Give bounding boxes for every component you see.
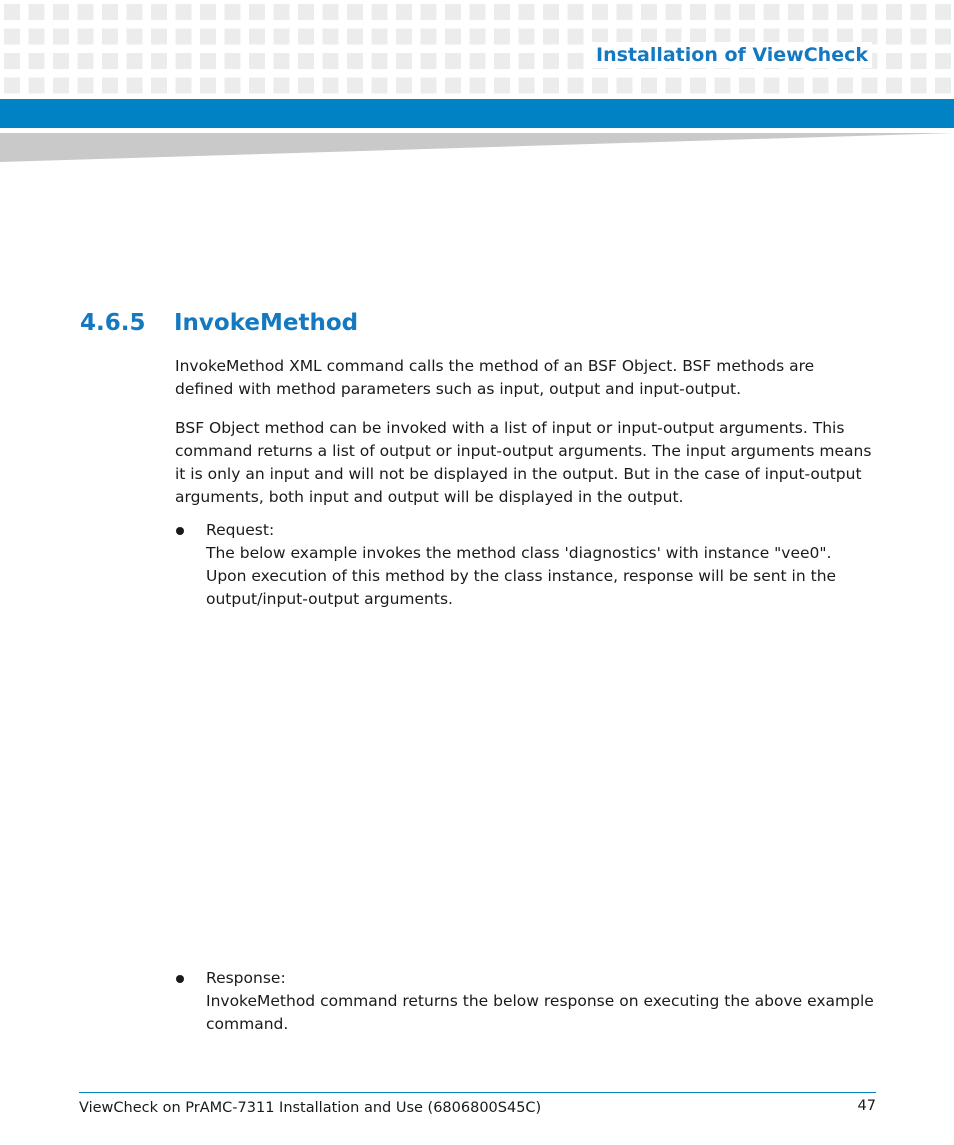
header-pattern-square [715,78,731,94]
header-pattern-square [935,78,951,94]
header-pattern-square [29,78,45,94]
header-pattern-square [372,4,388,20]
header-pattern-square [53,29,69,45]
header-pattern-square [249,29,265,45]
header-pattern-square [494,53,510,69]
bullet-request [206,519,876,611]
header-pattern-square [568,78,584,94]
header-pattern-square [176,29,192,45]
header-pattern-square [298,78,314,94]
header-pattern-square [102,53,118,69]
header-pattern-square [788,4,804,20]
header-pattern-square [200,29,216,45]
header-pattern-square [29,53,45,69]
header-pattern-square [421,29,437,45]
header-pattern-square [274,78,290,94]
header-pattern-square [4,29,20,45]
header-pattern-square [372,29,388,45]
header-pattern-square [911,53,927,69]
header-pattern-square [4,53,20,69]
header-pattern-square [764,4,780,20]
header-pattern-square [78,4,94,20]
paragraph-arguments: BSF Object method can be invoked with a list of input or input-output arguments. This command returns a list of output or input-output arguments. The input arguments means it is only an input and will not be displayed in the output. But in the case of input-output arguments, both input and output will be displayed in the output. [175,419,872,506]
header-pattern-square [298,29,314,45]
header-pattern-square [396,53,412,69]
header-pattern-square [862,78,878,94]
bullet-dot [176,975,184,983]
bullet-dot [176,527,184,535]
header-pattern-square [151,4,167,20]
header-pattern-square [29,29,45,45]
header-pattern-square [886,29,902,45]
header-pattern-square [53,4,69,20]
header-pattern-square [445,78,461,94]
header-pattern-square [421,4,437,20]
header-pattern-square [53,78,69,94]
header-pattern-square [739,4,755,20]
header-pattern-square [592,4,608,20]
header-pattern-square [249,78,265,94]
header-pattern-square [641,78,657,94]
paragraph-intro: InvokeMethod XML command calls the method of an BSF Object. BSF methods are defined with method parameters such as input, output and input-output. [175,357,815,398]
bullet-response-label: Response: [206,969,286,987]
header-pattern-square [225,29,241,45]
header-pattern-square [862,4,878,20]
header-pattern-square [543,78,559,94]
header-pattern-square [127,4,143,20]
header-pattern-square [53,53,69,69]
header-pattern-square [421,53,437,69]
header-pattern-square [470,78,486,94]
header-pattern-square [372,78,388,94]
header-pattern-square [323,29,339,45]
header-pattern-square [568,4,584,20]
header-pattern-square [151,53,167,69]
header-pattern-square [568,53,584,69]
header-pattern-square [494,78,510,94]
header-pattern-square [151,29,167,45]
header-pattern-square [886,78,902,94]
page-number: 47 [857,1098,876,1114]
header-pattern-square [470,53,486,69]
header-pattern-square [519,78,535,94]
header-pattern-square [78,29,94,45]
header-pattern-square [911,78,927,94]
header-pattern-square [323,53,339,69]
header-pattern-square [127,78,143,94]
header-pattern-square [78,78,94,94]
header-pattern-square [78,53,94,69]
header-blue-band [0,99,954,128]
header-pattern-square [935,53,951,69]
header-pattern-square [102,29,118,45]
header-pattern-square [151,78,167,94]
header-pattern-square [102,4,118,20]
header-pattern-square [543,29,559,45]
header-pattern-square [494,4,510,20]
header-pattern-square [225,53,241,69]
header-pattern-square [4,78,20,94]
running-header-title: Installation of ViewCheck [592,42,872,68]
header-gray-wedge [0,130,954,162]
header-pattern-square [4,4,20,20]
header-pattern-square [176,53,192,69]
header-pattern-square [715,4,731,20]
header-pattern-square [396,78,412,94]
section-number: 4.6.5 [80,310,146,336]
header-pattern-square [176,78,192,94]
header-pattern-square [176,4,192,20]
header-pattern-square [543,53,559,69]
footer-rule [79,1092,876,1093]
header-pattern-square [764,78,780,94]
header-pattern-square [519,4,535,20]
header-pattern-square [200,78,216,94]
header-pattern-square [323,78,339,94]
bullet-request-label: Request: [206,521,275,539]
header-pattern-square [935,29,951,45]
section-title: InvokeMethod [174,310,359,336]
header-pattern-square [445,29,461,45]
header-pattern-square [347,4,363,20]
header-pattern-square [886,53,902,69]
footer-document-title: ViewCheck on PrAMC-7311 Installation and Use (6806800S45C) [79,1100,542,1116]
header-pattern-square [935,4,951,20]
header-pattern-square [813,78,829,94]
header-pattern-square [372,53,388,69]
header-pattern-square [592,78,608,94]
header-pattern-square [617,4,633,20]
header-pattern-square [837,78,853,94]
header-pattern-square [837,4,853,20]
bullet-response [206,967,876,1036]
header-pattern-square [347,78,363,94]
header-pattern-square [519,29,535,45]
header-pattern-square [298,4,314,20]
bullet-response-text: InvokeMethod command returns the below response on executing the above example command. [206,992,874,1033]
header-pattern-square [519,53,535,69]
header-pattern-square [200,4,216,20]
header-pattern-square [666,78,682,94]
header-pattern-square [494,29,510,45]
header-pattern-square [445,4,461,20]
bullet-request-text: The below example invokes the method class 'diagnostics' with instance "vee0". Upon execution of this method by the class instance, response will be sent in the output/input-output arguments. [206,544,837,608]
header-pattern-square [739,78,755,94]
header-pattern-square [29,4,45,20]
header-pattern-square [641,4,657,20]
header-pattern-square [347,53,363,69]
header-pattern-square [813,4,829,20]
header-pattern-square [666,4,682,20]
header-pattern-square [445,53,461,69]
header-pattern-square [274,53,290,69]
header-pattern-square [886,4,902,20]
header-pattern-square [102,78,118,94]
header-pattern-square [274,29,290,45]
header-pattern-square [127,29,143,45]
header-pattern-square [249,4,265,20]
header-pattern-square [911,29,927,45]
header-pattern-square [323,4,339,20]
header-pattern-square [470,4,486,20]
header-pattern-square [568,29,584,45]
header-pattern-square [543,4,559,20]
header-pattern-square [347,29,363,45]
header-pattern-square [788,78,804,94]
header-pattern-square [617,78,633,94]
header-pattern-square [690,78,706,94]
header-pattern-square [470,29,486,45]
header-pattern-square [396,29,412,45]
header-pattern-square [274,4,290,20]
header-pattern-square [911,4,927,20]
header-pattern-square [225,4,241,20]
header-pattern-square [690,4,706,20]
header-pattern-square [200,53,216,69]
header-pattern-square [396,4,412,20]
header-pattern-square [127,53,143,69]
header-pattern-square [249,53,265,69]
header-pattern-square [298,53,314,69]
header-pattern-square [225,78,241,94]
header-pattern-square [421,78,437,94]
